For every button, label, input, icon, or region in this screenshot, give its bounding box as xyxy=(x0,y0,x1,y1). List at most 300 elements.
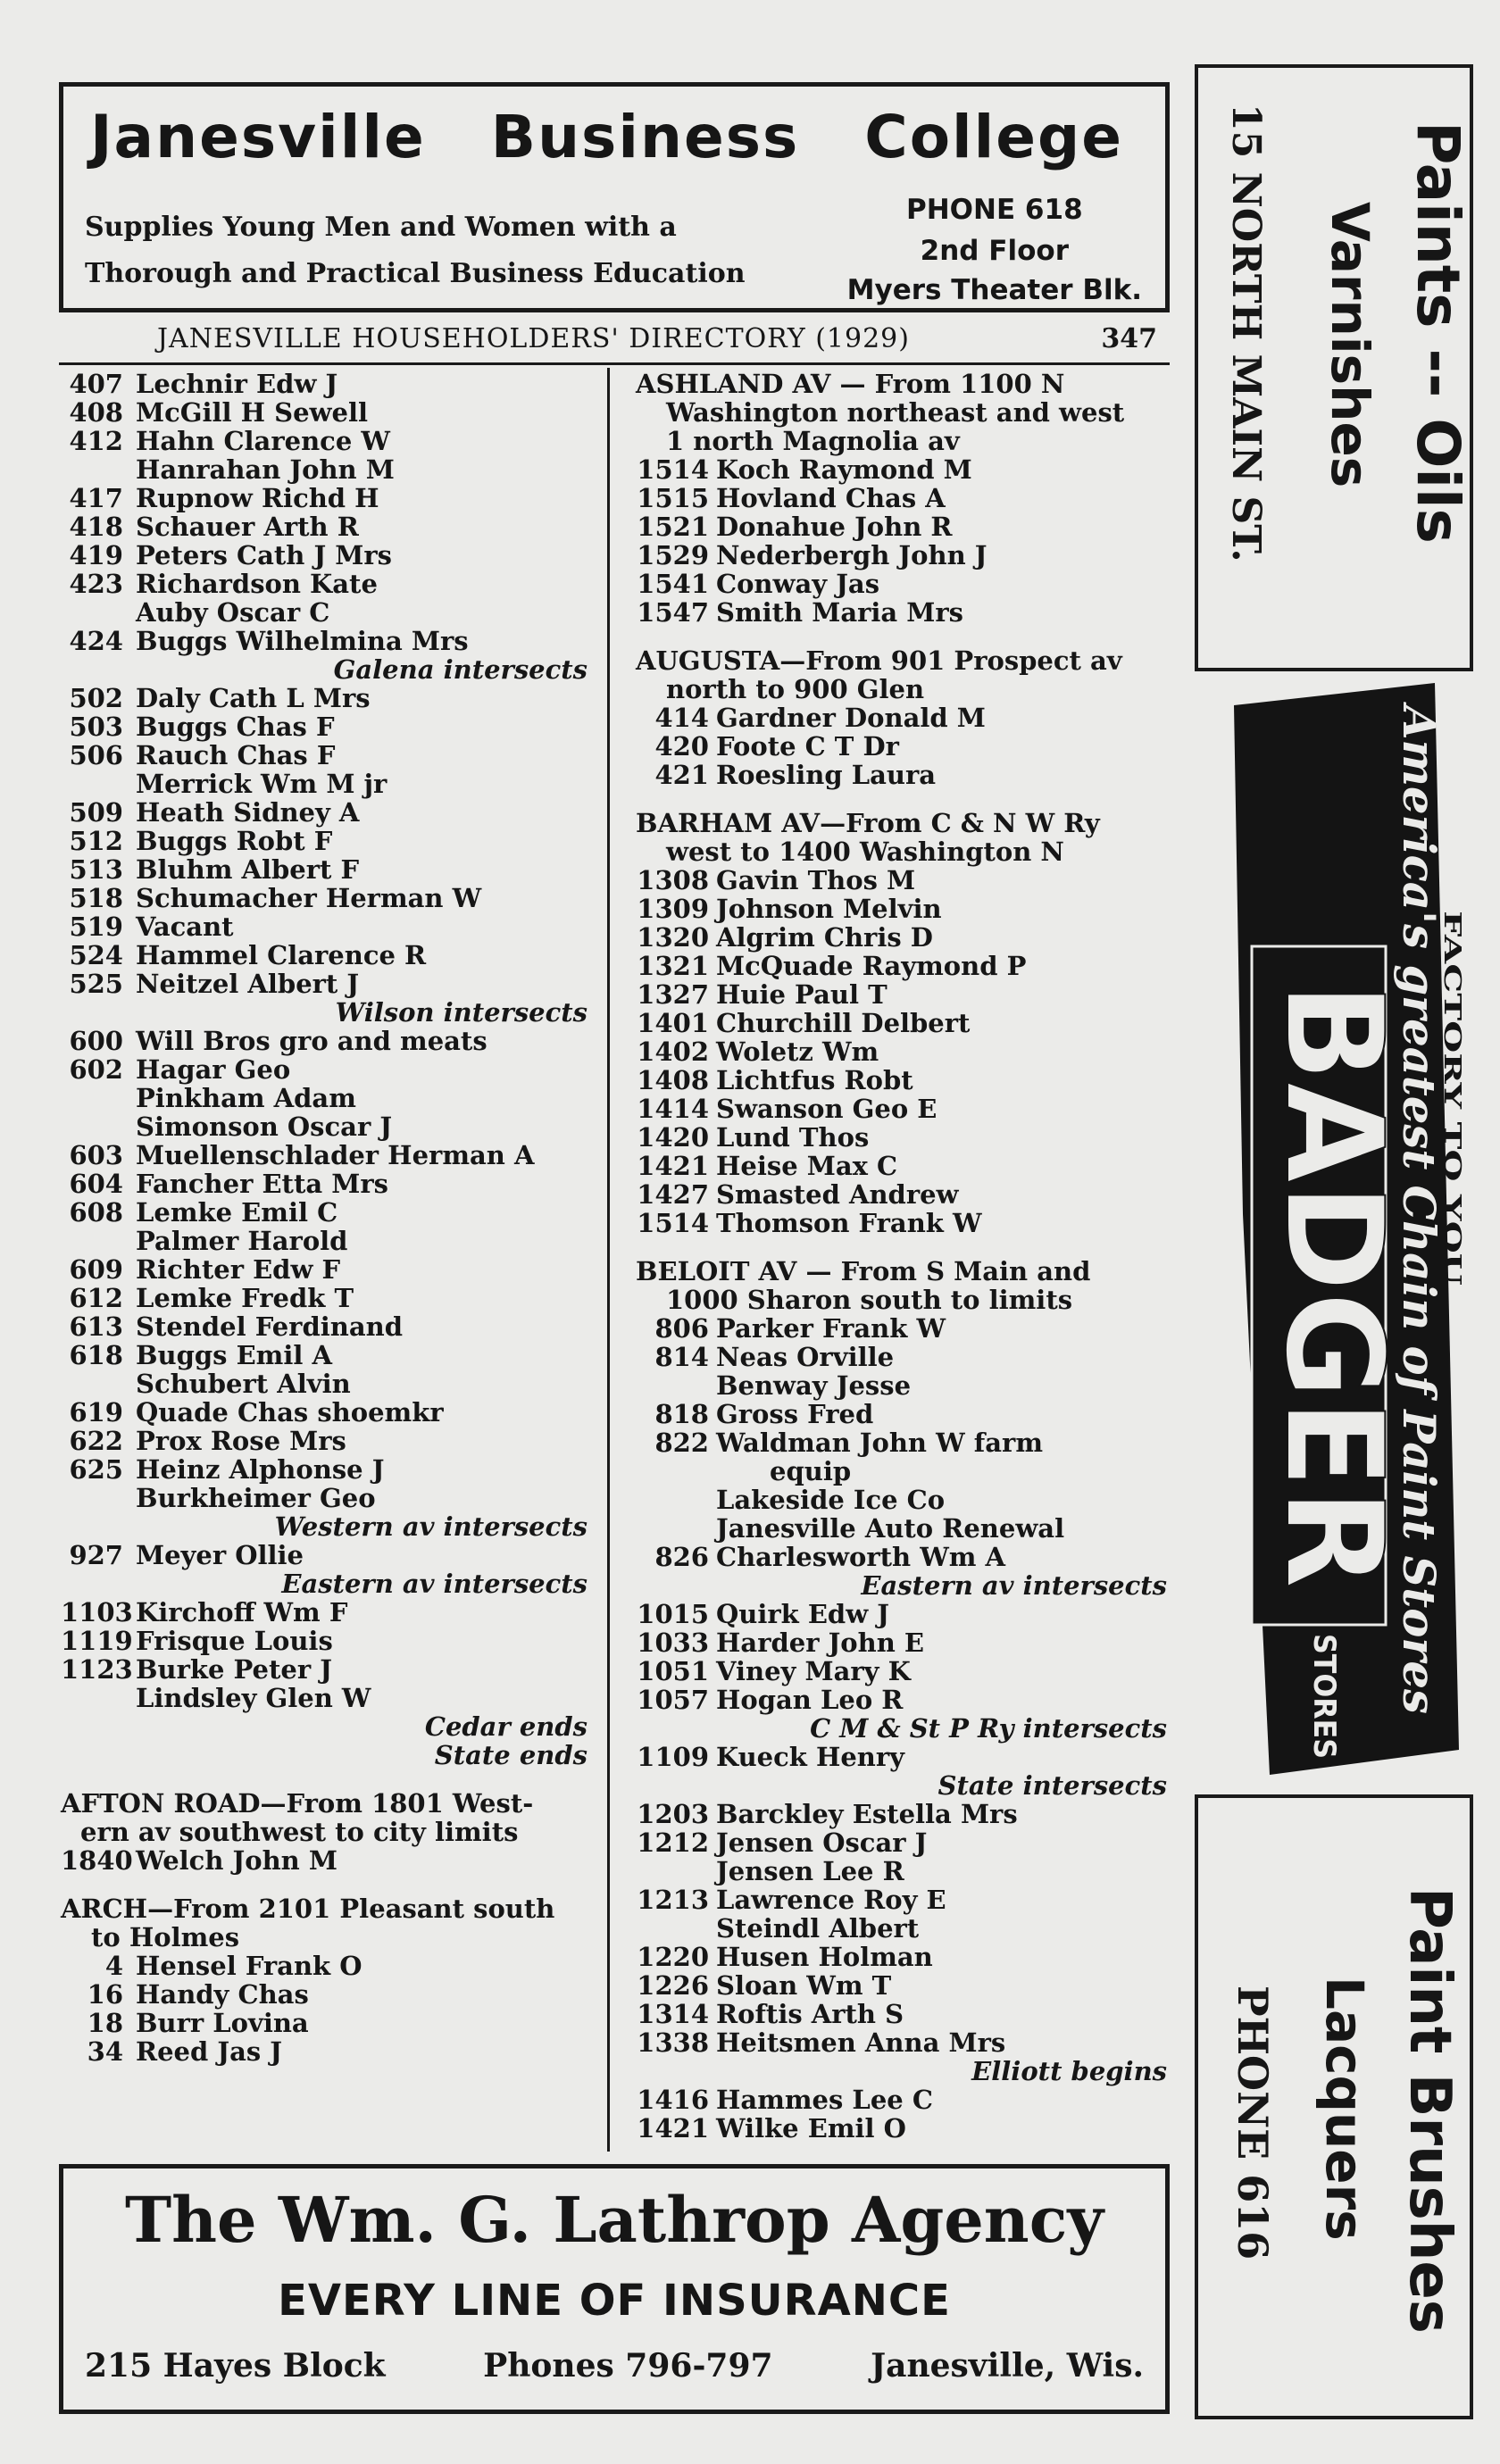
directory-entry xyxy=(636,570,1167,598)
house-number: 407 xyxy=(69,369,123,399)
directory-entry xyxy=(61,1846,588,1875)
resident-name: Viney Mary K xyxy=(716,1656,911,1686)
resident-name: Quirk Edw J xyxy=(716,1599,889,1629)
varnishes-text: Varnishes xyxy=(1320,202,1380,488)
resident-name: Burke Peter J xyxy=(136,1654,332,1685)
resident-name: Janesville Auto Renewal xyxy=(716,1513,1065,1544)
ashland-listing xyxy=(636,455,1167,627)
resident-name: Lawrence Roy E xyxy=(716,1885,946,1915)
house-number: 1420 xyxy=(637,1122,709,1153)
directory-entry xyxy=(636,1037,1167,1066)
resident-name: Nederbergh John J xyxy=(716,540,988,570)
directory-title: JANESVILLE HOUSEHOLDERS' DIRECTORY (1929) xyxy=(157,323,910,354)
resident-name: Schumacher Herman W xyxy=(136,883,482,913)
resident-name: Foote C T Dr xyxy=(716,731,899,762)
paint-brushes-text: Paint Brushes xyxy=(1396,1887,1462,2334)
barham-heading-cont: west to 1400 Washington N xyxy=(666,837,1064,867)
house-number: 613 xyxy=(69,1311,123,1342)
cross-street-note xyxy=(636,1714,1167,1743)
directory-entry xyxy=(636,1371,1167,1400)
house-number: 622 xyxy=(69,1426,123,1456)
resident-name: Bluhm Albert F xyxy=(136,854,360,885)
house-number: 1213 xyxy=(637,1885,709,1915)
directory-entry xyxy=(636,1209,1167,1237)
directory-entry xyxy=(61,512,588,541)
street-heading-arch xyxy=(61,1894,588,1952)
directory-entry xyxy=(636,1152,1167,1180)
house-number: 524 xyxy=(69,940,123,970)
resident-name: Prox Rose Mrs xyxy=(136,1426,346,1456)
house-number: 826 xyxy=(654,1542,709,1572)
resident-name: Rupnow Richd H xyxy=(136,483,379,513)
house-number: 424 xyxy=(69,626,123,656)
street-heading-augusta xyxy=(636,646,1167,703)
directory-entry xyxy=(61,1255,588,1284)
directory-entry xyxy=(636,895,1167,923)
cross-street-note xyxy=(61,1741,588,1769)
resident-name: Peters Cath J Mrs xyxy=(136,540,392,570)
directory-entry xyxy=(61,1455,588,1484)
beloit-heading: BELOIT AV — From S Main and xyxy=(636,1256,1091,1286)
house-number: 502 xyxy=(69,683,123,713)
resident-name: Sloan Wm T xyxy=(716,1970,892,2001)
directory-entry xyxy=(61,427,588,455)
house-number: 16 xyxy=(87,1979,123,2010)
directory-entry xyxy=(636,484,1167,512)
ad-phone: PHONE 618 xyxy=(906,194,1083,226)
lacquers-text: Lacquers xyxy=(1314,1977,1375,2241)
directory-entry xyxy=(61,1170,588,1198)
resident-name: Lichtfus Robt xyxy=(716,1065,913,1095)
resident-name: Buggs Wilhelmina Mrs xyxy=(136,626,469,656)
resident-name: Burr Lovina xyxy=(136,2008,309,2038)
house-number: 1327 xyxy=(637,979,709,1010)
house-number: 1529 xyxy=(637,540,709,570)
directory-entry xyxy=(636,1828,1167,1857)
directory-entry xyxy=(61,1980,588,2009)
resident-name: Barckley Estella Mrs xyxy=(716,1799,1018,1829)
directory-entry xyxy=(61,484,588,512)
resident-name: Burkheimer Geo xyxy=(136,1483,376,1513)
house-number: 412 xyxy=(69,426,123,456)
directory-entry xyxy=(61,455,588,484)
resident-name: Hagar Geo xyxy=(136,1054,291,1085)
house-number: 420 xyxy=(654,731,709,762)
store-address: 15 NORTH MAIN ST. xyxy=(1223,104,1269,562)
house-number: 417 xyxy=(69,483,123,513)
resident-name: Lakeside Ice Co xyxy=(716,1485,946,1515)
resident-name: Simonson Oscar J xyxy=(136,1111,393,1142)
house-number: 1226 xyxy=(637,1970,709,2001)
house-number: 1514 xyxy=(637,454,709,485)
slogan-text: America's greatest Chain of Paint Stores xyxy=(1393,705,1446,1722)
directory-entry xyxy=(636,1314,1167,1343)
ad-title: Janesville Business College xyxy=(90,103,1124,171)
house-number: 1402 xyxy=(637,1036,709,1067)
directory-entry xyxy=(636,1514,1167,1543)
directory-entry xyxy=(61,855,588,884)
directory-entry xyxy=(636,1486,1167,1514)
house-number: 512 xyxy=(69,826,123,856)
directory-entry xyxy=(636,2028,1167,2057)
house-number: 603 xyxy=(69,1140,123,1170)
resident-name: Hammel Clarence R xyxy=(136,940,427,970)
directory-entry xyxy=(61,884,588,912)
resident-name: Jensen Oscar J xyxy=(716,1827,928,1858)
house-number: 1220 xyxy=(637,1942,709,1972)
directory-entry xyxy=(61,1484,588,1512)
directory-entry xyxy=(61,1055,588,1084)
resident-name: Daly Cath L Mrs xyxy=(136,683,371,713)
cross-street-text: C M & St P Ry intersects xyxy=(810,1713,1167,1744)
arch-heading-cont: to Holmes xyxy=(91,1922,240,1952)
house-number: 1320 xyxy=(637,922,709,953)
house-number: 1119 xyxy=(61,1626,133,1656)
house-number: 419 xyxy=(69,540,123,570)
resident-name: Hammes Lee C xyxy=(716,2085,933,2115)
directory-entry xyxy=(636,2000,1167,2028)
house-number: 618 xyxy=(69,1340,123,1370)
resident-name: Vacant xyxy=(136,912,234,942)
resident-name: Churchill Delbert xyxy=(716,1008,971,1038)
resident-name: Jensen Lee R xyxy=(716,1856,904,1886)
directory-entry xyxy=(61,1627,588,1655)
house-number: 1408 xyxy=(637,1065,709,1095)
directory-entry xyxy=(636,1743,1167,1771)
right-column xyxy=(636,370,1167,2143)
house-number: 814 xyxy=(654,1342,709,1372)
directory-entry xyxy=(61,1684,588,1712)
directory-entry xyxy=(636,1543,1167,1571)
resident-name: McGill H Sewell xyxy=(136,397,369,428)
directory-entry xyxy=(61,2009,588,2037)
resident-name: Algrim Chris D xyxy=(716,922,933,953)
beloit-heading-cont: 1000 Sharon south to limits xyxy=(666,1285,1073,1315)
resident-name: Conway Jas xyxy=(716,569,880,599)
directory-entry xyxy=(61,1369,588,1398)
directory-entry xyxy=(636,1095,1167,1123)
resident-name: Roesling Laura xyxy=(716,760,937,790)
resident-name: Huie Paul T xyxy=(716,979,888,1010)
house-number: 1309 xyxy=(637,894,709,924)
cross-street-text: Cedar ends xyxy=(424,1711,588,1742)
directory-entry xyxy=(636,2114,1167,2143)
business-college-ad xyxy=(59,82,1170,312)
barham-heading: BARHAM AV—From C & N W Ry xyxy=(636,808,1100,838)
page-header xyxy=(59,316,1170,365)
directory-entry xyxy=(61,1112,588,1141)
house-number: 1314 xyxy=(637,1999,709,2029)
directory-entry xyxy=(61,1141,588,1170)
directory-entry xyxy=(61,827,588,855)
directory-entry xyxy=(61,1312,588,1341)
house-number: 513 xyxy=(69,854,123,885)
house-number: 822 xyxy=(654,1428,709,1458)
resident-name: Neas Orville xyxy=(716,1342,895,1372)
insurance-agency-ad xyxy=(59,2164,1170,2414)
directory-entry xyxy=(61,398,588,427)
house-number: 509 xyxy=(69,797,123,828)
house-number: 1123 xyxy=(61,1654,133,1685)
cross-street-note xyxy=(61,1712,588,1741)
house-number: 1033 xyxy=(637,1627,709,1658)
directory-entry xyxy=(61,1284,588,1312)
directory-entry xyxy=(61,570,588,598)
agency-phones: Phones 796-797 xyxy=(483,2347,773,2385)
agency-contact xyxy=(85,2347,1144,2385)
directory-entry xyxy=(61,770,588,798)
directory-entry xyxy=(61,1541,588,1569)
ad-description xyxy=(85,204,746,297)
directory-entry xyxy=(61,941,588,970)
house-number: 600 xyxy=(69,1026,123,1056)
house-number: 806 xyxy=(654,1313,709,1344)
resident-name: Richter Edw F xyxy=(136,1254,341,1285)
directory-entry xyxy=(636,1066,1167,1095)
ad-contact xyxy=(847,188,1142,310)
left-column xyxy=(61,370,588,2066)
directory-entry xyxy=(636,1857,1167,1885)
directory-entry xyxy=(636,980,1167,1009)
directory-entry xyxy=(636,512,1167,541)
resident-name: Johnson Melvin xyxy=(716,894,942,924)
house-number: 1515 xyxy=(637,483,709,513)
cross-street-text: Wilson intersects xyxy=(335,997,588,1028)
resident-name: Welch John M xyxy=(136,1845,338,1876)
agency-city: Janesville, Wis. xyxy=(871,2347,1144,2385)
house-number: 1401 xyxy=(637,1008,709,1038)
augusta-heading: AUGUSTA—From 901 Prospect av xyxy=(636,645,1122,676)
directory-entry xyxy=(636,1971,1167,2000)
directory-entry xyxy=(61,741,588,770)
stores-text: STORES xyxy=(1306,1634,1342,1769)
directory-entry xyxy=(61,598,588,627)
beloit-listing xyxy=(636,1314,1167,2143)
house-number: 1421 xyxy=(637,1151,709,1181)
house-number: 1057 xyxy=(637,1685,709,1715)
page-number: 347 xyxy=(1101,323,1157,354)
resident-name: Swanson Geo E xyxy=(716,1094,938,1124)
ad-floor: 2nd Floor xyxy=(920,235,1069,267)
afton-heading: AFTON ROAD—From 1801 West- xyxy=(61,1788,534,1819)
house-number: 609 xyxy=(69,1254,123,1285)
house-number: 1414 xyxy=(637,1094,709,1124)
directory-entry xyxy=(636,1343,1167,1371)
house-number: 612 xyxy=(69,1283,123,1313)
directory-entry xyxy=(61,1598,588,1627)
directory-entry xyxy=(61,1952,588,1980)
house-number: 1547 xyxy=(637,597,709,628)
directory-entry xyxy=(636,1628,1167,1657)
directory-entry xyxy=(636,703,1167,732)
resident-name: Hensel Frank O xyxy=(136,1951,362,1981)
resident-name: Lindsley Glen W xyxy=(136,1683,371,1713)
resident-name: Merrick Wm M jr xyxy=(136,769,388,799)
resident-name: Buggs Chas F xyxy=(136,712,335,742)
directory-entry xyxy=(636,455,1167,484)
directory-entry xyxy=(636,732,1167,761)
badger-stores-ad xyxy=(1225,678,1466,1777)
house-number: 1109 xyxy=(637,1742,709,1772)
resident-name: Stendel Ferdinand xyxy=(136,1311,403,1342)
house-number: 1203 xyxy=(637,1799,709,1829)
cross-street-note xyxy=(636,2057,1167,2085)
resident-name: Gardner Donald M xyxy=(716,703,986,733)
house-number: 619 xyxy=(69,1397,123,1428)
resident-name: Hovland Chas A xyxy=(716,483,946,513)
directory-entry xyxy=(636,1428,1167,1457)
afton-listing xyxy=(61,1846,588,1875)
resident-name: Charlesworth Wm A xyxy=(716,1542,1006,1572)
resident-name: Smasted Andrew xyxy=(716,1179,959,1210)
directory-entry xyxy=(636,598,1167,627)
house-number: 525 xyxy=(69,969,123,999)
resident-name: Husen Holman xyxy=(716,1942,933,1972)
directory-entry xyxy=(61,1027,588,1055)
column-divider xyxy=(607,368,610,2152)
directory-entry xyxy=(61,912,588,941)
resident-name: Buggs Robt F xyxy=(136,826,333,856)
resident-name: Hanrahan John M xyxy=(136,454,395,485)
directory-entry xyxy=(636,1457,1167,1486)
agency-name: The Wm. G. Lathrop Agency xyxy=(124,2183,1104,2257)
directory-entry xyxy=(61,627,588,655)
agency-address: 215 Hayes Block xyxy=(85,2347,386,2385)
brand-text: BADGER xyxy=(1255,982,1411,1604)
directory-entry xyxy=(636,1600,1167,1628)
directory-entry xyxy=(636,1180,1167,1209)
ad-line-2: Thorough and Practical Business Education xyxy=(85,258,746,289)
house-number: 423 xyxy=(69,569,123,599)
ad-building: Myers Theater Blk. xyxy=(846,274,1142,306)
resident-name: McQuade Raymond P xyxy=(716,951,1027,981)
directory-entry xyxy=(61,684,588,712)
directory-entry xyxy=(636,1885,1167,1914)
resident-name: Roftis Arth S xyxy=(716,1999,904,2029)
resident-name: Lund Thos xyxy=(716,1122,870,1153)
resident-name: Palmer Harold xyxy=(136,1226,348,1256)
ad-line-1: Supplies Young Men and Women with a xyxy=(85,212,677,243)
resident-name: Auby Oscar C xyxy=(136,597,330,628)
house-number: 506 xyxy=(69,740,123,770)
resident-name: Gross Fred xyxy=(716,1399,874,1429)
directory-entry xyxy=(61,1427,588,1455)
house-number: 604 xyxy=(69,1169,123,1199)
resident-name: Schubert Alvin xyxy=(136,1369,351,1399)
directory-entry xyxy=(636,1123,1167,1152)
house-number: 1427 xyxy=(637,1179,709,1210)
house-number: 519 xyxy=(69,912,123,942)
cross-street-note xyxy=(636,1571,1167,1600)
directory-entry xyxy=(61,1084,588,1112)
cross-street-note xyxy=(61,1512,588,1541)
arch-listing xyxy=(61,1952,588,2066)
directory-entry xyxy=(636,1009,1167,1037)
house-number: 408 xyxy=(69,397,123,428)
resident-name: Kirchoff Wm F xyxy=(136,1597,348,1627)
cross-street-text: Eastern av intersects xyxy=(281,1569,588,1599)
resident-name: Rauch Chas F xyxy=(136,740,336,770)
directory-entry xyxy=(636,866,1167,895)
house-number: 625 xyxy=(69,1454,123,1485)
factory-text: FACTORY TO YOU xyxy=(1438,911,1465,1146)
directory-entry xyxy=(61,712,588,741)
house-number: 34 xyxy=(87,2036,123,2067)
resident-name: Richardson Kate xyxy=(136,569,378,599)
store-phone: PHONE 616 xyxy=(1229,1985,1277,2260)
resident-name: Kueck Henry xyxy=(716,1742,905,1772)
directory-entry xyxy=(636,1400,1167,1428)
resident-name: Woletz Wm xyxy=(716,1036,879,1067)
house-number: 1541 xyxy=(637,569,709,599)
directory-entry xyxy=(636,1686,1167,1714)
resident-name: Buggs Emil A xyxy=(136,1340,332,1370)
resident-name: Harder John E xyxy=(716,1627,925,1658)
cross-street-note xyxy=(61,655,588,684)
paints-oils-text: Paints -- Oils xyxy=(1404,121,1472,544)
house-number: 421 xyxy=(654,760,709,790)
directory-entry xyxy=(61,1655,588,1684)
resident-name: Wilke Emil O xyxy=(716,2113,906,2144)
ashland-heading-cont: Washington northeast and west xyxy=(666,397,1125,428)
resident-name: Lemke Emil C xyxy=(136,1197,338,1228)
house-number: 518 xyxy=(69,883,123,913)
resident-name: Muellenschlader Herman A xyxy=(136,1140,535,1170)
barham-listing xyxy=(636,866,1167,1237)
paint-store-ad-bottom xyxy=(1195,1794,1473,2419)
resident-name: Waldman John W farm xyxy=(716,1428,1044,1458)
house-number: 1521 xyxy=(637,512,709,542)
directory-entry xyxy=(61,1227,588,1255)
directory-entry xyxy=(61,1198,588,1227)
directory-entry xyxy=(61,541,588,570)
house-number: 418 xyxy=(69,512,123,542)
resident-name: Donahue John R xyxy=(716,512,953,542)
cross-street-text: Western av intersects xyxy=(274,1511,588,1542)
house-number: 602 xyxy=(69,1054,123,1085)
directory-entry xyxy=(61,1341,588,1369)
resident-name: Will Bros gro and meats xyxy=(136,1026,488,1056)
house-number: 818 xyxy=(654,1399,709,1429)
house-number: 1212 xyxy=(637,1827,709,1858)
directory-entry xyxy=(636,952,1167,980)
cross-street-text: State intersects xyxy=(938,1770,1167,1801)
resident-name: Frisque Louis xyxy=(136,1626,333,1656)
directory-entry xyxy=(61,1398,588,1427)
house-number: 4 xyxy=(104,1951,123,1981)
resident-name: Thomson Frank W xyxy=(716,1208,982,1238)
house-number: 1338 xyxy=(637,2027,709,2058)
directory-entry xyxy=(61,370,588,398)
cross-street-note xyxy=(61,998,588,1027)
street-heading-ashland xyxy=(636,370,1167,455)
house-number: 1514 xyxy=(637,1208,709,1238)
augusta-listing xyxy=(636,703,1167,789)
resident-name: Benway Jesse xyxy=(716,1370,912,1401)
resident-name: Smith Maria Mrs xyxy=(716,597,964,628)
resident-name: Schauer Arth R xyxy=(136,512,359,542)
resident-name: Hogan Leo R xyxy=(716,1685,904,1715)
directory-entry xyxy=(61,798,588,827)
resident-name: Handy Chas xyxy=(136,1979,309,2010)
resident-name: Lechnir Edw J xyxy=(136,369,338,399)
resident-name: Hahn Clarence W xyxy=(136,426,390,456)
left-listing xyxy=(61,370,588,1769)
cross-street-note xyxy=(636,1771,1167,1800)
resident-name: Heath Sidney A xyxy=(136,797,360,828)
directory-entry xyxy=(636,1800,1167,1828)
ashland-heading-cont2: 1 north Magnolia av xyxy=(666,426,960,456)
